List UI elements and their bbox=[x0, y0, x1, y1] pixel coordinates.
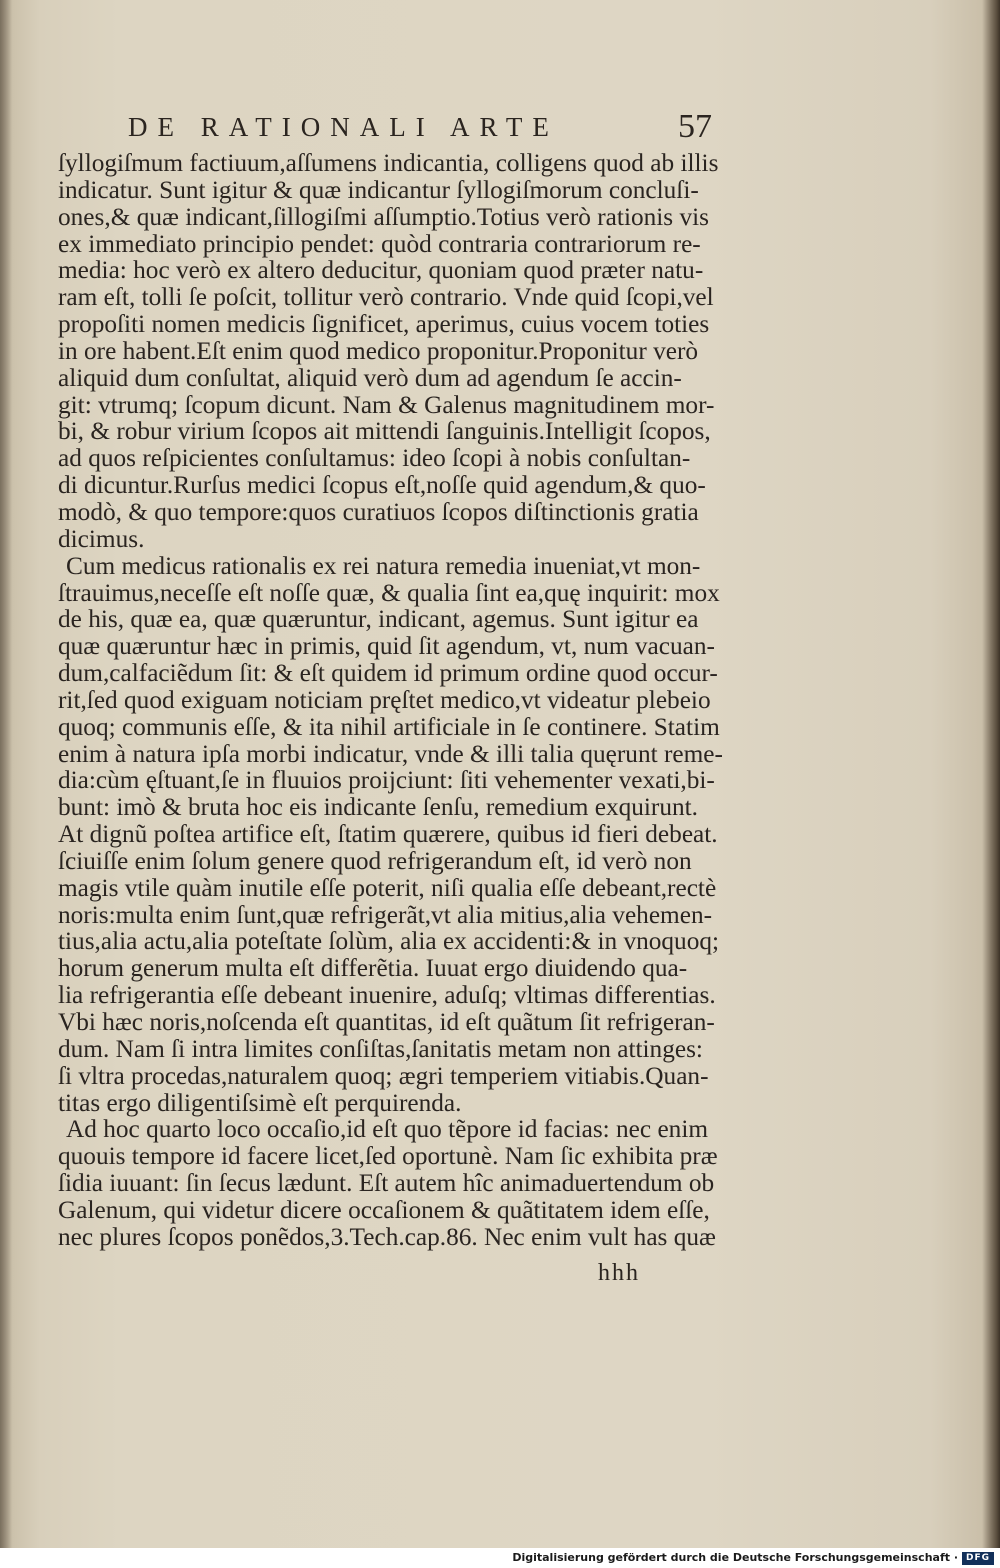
text-line: ones,& quæ indicant,ſillogiſmi aſſumptio.Totius verò rationis vis bbox=[58, 202, 709, 231]
running-head: DE RATIONALI ARTE bbox=[128, 112, 559, 142]
text-line: nec plures ſcopos ponẽdos,3.Tech.cap.86. Nec enim vult has quæ bbox=[58, 1222, 716, 1251]
text-line: dum. Nam ſi intra limites conſiſtas,ſanitatis metam non attinges: bbox=[58, 1034, 703, 1063]
text-line: media: hoc verò ex altero deducitur, quoniam quod præter natu- bbox=[58, 256, 704, 285]
signature-mark: hhh bbox=[598, 1260, 640, 1286]
text-line: magis vtile quàm inutile eſſe poterit, niſi qualia eſſe debeant,rectè bbox=[58, 873, 717, 902]
text-line: horum generum multa eſt differẽtia. Iuuat ergo diuidendo qua- bbox=[58, 954, 688, 983]
page-header bbox=[128, 108, 712, 152]
page-number: 57 bbox=[678, 108, 712, 145]
text-line: ram eſt, tolli ſe poſcit, tollitur verò contrario. Vnde quid ſcopi,vel bbox=[58, 283, 714, 312]
text-line: ſyllogiſmum factiuum,aſſumens indicantia, colligens quod ab illis bbox=[58, 149, 719, 177]
text-line: bunt: imò & bruta hoc eis indicante ſenſu, remedium exquirunt. bbox=[58, 793, 699, 822]
text-line: aliquid dum conſultat, aliquid verò dum ad agendum ſe accin- bbox=[58, 363, 682, 392]
text-line: titas ergo diligentiſsimè eſt perquirenda. bbox=[58, 1088, 462, 1117]
text-line: git: vtrumq; ſcopum dicunt. Nam & Galenus magnitudinem mor- bbox=[58, 390, 715, 419]
text-line: de his, quæ ea, quæ quæruntur, indicant, agemus. Sunt igitur ea bbox=[58, 605, 699, 634]
text-line: dia:cùm ęſtuant,ſe in fluuios proijciunt: ſiti vehementer vexati,bi- bbox=[58, 766, 715, 795]
text-line: ſciuiſſe enim ſolum genere quod refrigerandum eſt, id verò non bbox=[58, 846, 692, 875]
text-line: ſi vltra procedas,naturalem quoq; ægri temperiem vitiabis.Quan- bbox=[58, 1061, 709, 1090]
text-line: dicimus. bbox=[58, 524, 145, 553]
text-line: quoq; communis eſſe, & ita nihil artificiale in ſe continere. Statim bbox=[58, 712, 720, 741]
dfg-logo: DFG bbox=[962, 1552, 994, 1565]
text-line: indicatur. Sunt igitur & quæ indicantur ſyllogiſmorum concluſi- bbox=[58, 175, 699, 204]
text-line: tius,alia actu,alia poteſtate ſolùm, alia ex accidenti:& in vnoquoq; bbox=[58, 927, 720, 956]
text-line: Cum medicus rationalis ex rei natura remedia inueniat,vt mon- bbox=[66, 551, 701, 580]
text-line: ex immediato principio pendet: quòd contraria contrariorum re- bbox=[58, 229, 701, 258]
text-line: bi, & robur virium ſcopos ait mittendi ſanguinis.Intelligit ſcopos, bbox=[58, 417, 711, 446]
gutter-shadow bbox=[0, 0, 12, 1548]
funding-credit: Digitalisierung gefördert durch die Deutsche Forschungsgemeinschaft · bbox=[512, 1551, 958, 1564]
text-line: quæ quæruntur hæc in primis, quid ſit agendum, vt, num vacuan- bbox=[58, 632, 715, 661]
text-line: ſtrauimus,neceſſe eſt noſſe quæ, & qualia ſint ea,quę inquirit: mox bbox=[58, 578, 720, 607]
text-line: ad quos reſpicientes conſultamus: ideo ſcopi à nobis conſultan- bbox=[58, 444, 691, 473]
text-line: dum,calfaciẽdum ſit: & eſt quidem id primum ordine quod occur- bbox=[58, 659, 718, 688]
page-edge bbox=[982, 0, 1000, 1548]
text-line: propoſiti nomen medicis ſignificet, aperimus, cuius vocem toties bbox=[58, 310, 710, 339]
text-line: Ad hoc quarto loco occaſio,id eſt quo tẽpore id facias: nec enim bbox=[66, 1115, 709, 1144]
body-text bbox=[58, 149, 723, 1251]
text-line: in ore habent.Eſt enim quod medico proponitur.Proponitur verò bbox=[58, 336, 699, 365]
text-line: lia refrigerantia eſſe debeant inuenire, aduſq; vltimas differentias. bbox=[58, 981, 716, 1010]
text-line: At dignũ poſtea artifice eſt, ſtatim quærere, quibus id fieri debeat. bbox=[58, 820, 718, 849]
text-line: enim à natura ipſa morbi indicatur, vnde & illi talia quęrunt reme- bbox=[58, 739, 723, 768]
text-line: quouis tempore id facere licet,ſed oportunè. Nam ſic exhibita præ bbox=[58, 1142, 718, 1171]
text-line: Vbi hæc noris,noſcenda eſt quantitas, id eſt quãtum ſit refrigeran- bbox=[58, 1008, 715, 1036]
text-line: rit,ſed quod exiguam noticiam pręſtet medico,vt videatur plebeio bbox=[58, 685, 711, 714]
text-line: Galenum, qui videtur dicere occaſionem & quãtitatem idem eſſe, bbox=[58, 1195, 710, 1224]
text-line: ſidia iuuant: ſin ſecus lædunt. Eſt autem hîc animaduertendum ob bbox=[58, 1169, 715, 1198]
text-line: di dicuntur.Rurſus medici ſcopus eſt,noſſe quid agendum,& quo- bbox=[58, 471, 706, 500]
text-line: noris:multa enim ſunt,quæ refrigerãt,vt alia mitius,alia vehemen- bbox=[58, 900, 713, 929]
text-line: modò, & quo tempore:quos curatiuos ſcopos diſtinctionis gratia bbox=[58, 497, 699, 526]
